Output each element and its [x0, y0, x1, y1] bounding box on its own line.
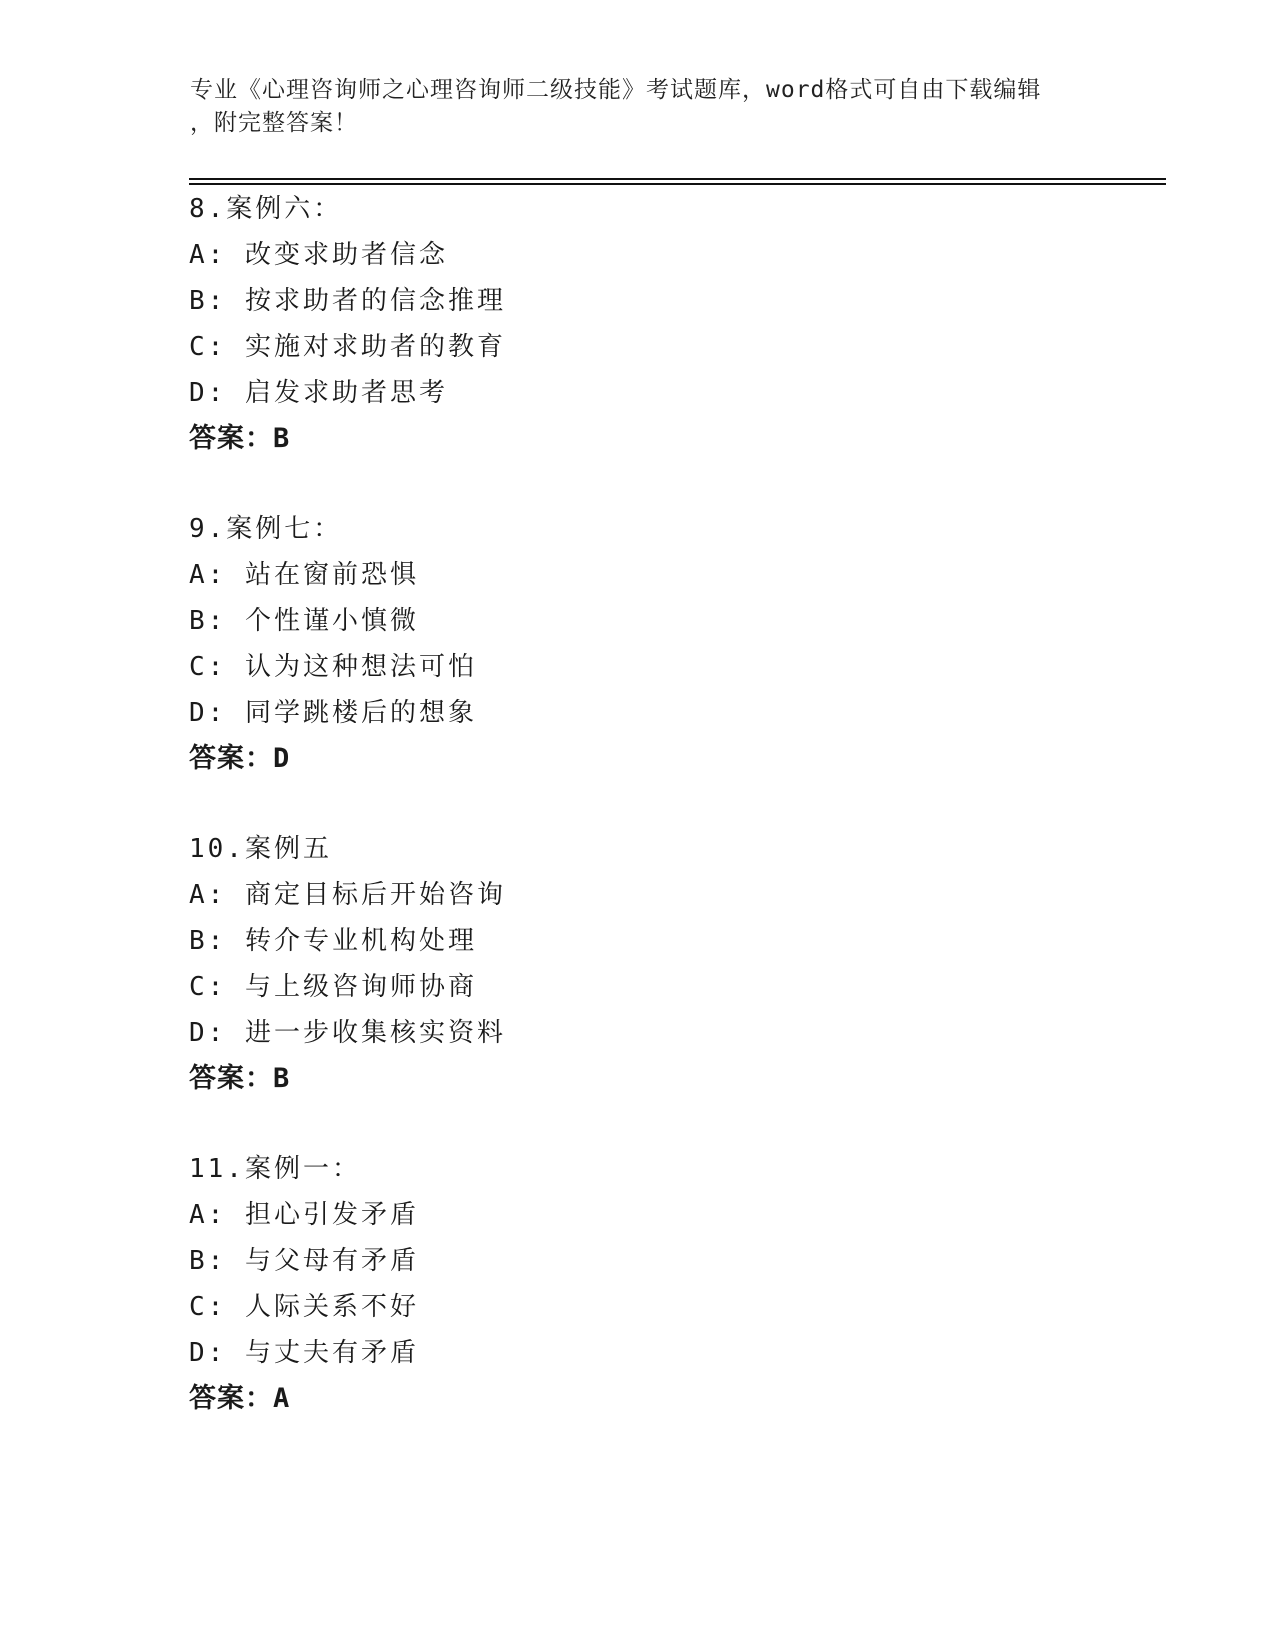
header-line-2: ，附完整答案！ [190, 110, 358, 136]
option-d: D: 与丈夫有矛盾 [189, 1338, 419, 1368]
question-title: 9.案例七： [189, 514, 343, 544]
header-divider-top [189, 178, 1166, 180]
document-header [190, 74, 1090, 140]
option-b: B: 按求助者的信念推理 [189, 286, 506, 316]
question-title: 11.案例一： [189, 1154, 361, 1184]
answer: 答案：D [189, 743, 291, 774]
option-c: C: 与上级咨询师协商 [189, 972, 477, 1002]
question-8 [189, 186, 1089, 462]
option-c: C: 实施对求助者的教育 [189, 332, 506, 362]
option-b: B: 个性谨小慎微 [189, 606, 419, 636]
option-b: B: 转介专业机构处理 [189, 926, 477, 956]
option-a: A: 站在窗前恐惧 [189, 560, 419, 590]
question-title: 8.案例六： [189, 194, 343, 224]
option-b: B: 与父母有矛盾 [189, 1246, 419, 1276]
question-10 [189, 826, 1089, 1102]
option-d: D: 进一步收集核实资料 [189, 1018, 506, 1048]
question-title: 10.案例五 [189, 834, 332, 864]
question-11 [189, 1146, 1089, 1422]
answer: 答案：B [189, 423, 291, 454]
option-c: C: 人际关系不好 [189, 1292, 419, 1322]
option-a: A: 商定目标后开始咨询 [189, 880, 506, 910]
option-a: A: 担心引发矛盾 [189, 1200, 419, 1230]
option-d: D: 启发求助者思考 [189, 378, 448, 408]
question-9 [189, 506, 1089, 782]
header-line-1: 专业《心理咨询师之心理咨询师二级技能》考试题库，word格式可自由下载编辑 [190, 77, 1042, 103]
answer: 答案：B [189, 1063, 291, 1094]
header-divider-bottom [189, 183, 1166, 185]
answer: 答案：A [189, 1383, 291, 1414]
option-a: A: 改变求助者信念 [189, 240, 448, 270]
option-c: C: 认为这种想法可怕 [189, 652, 477, 682]
option-d: D: 同学跳楼后的想象 [189, 698, 477, 728]
